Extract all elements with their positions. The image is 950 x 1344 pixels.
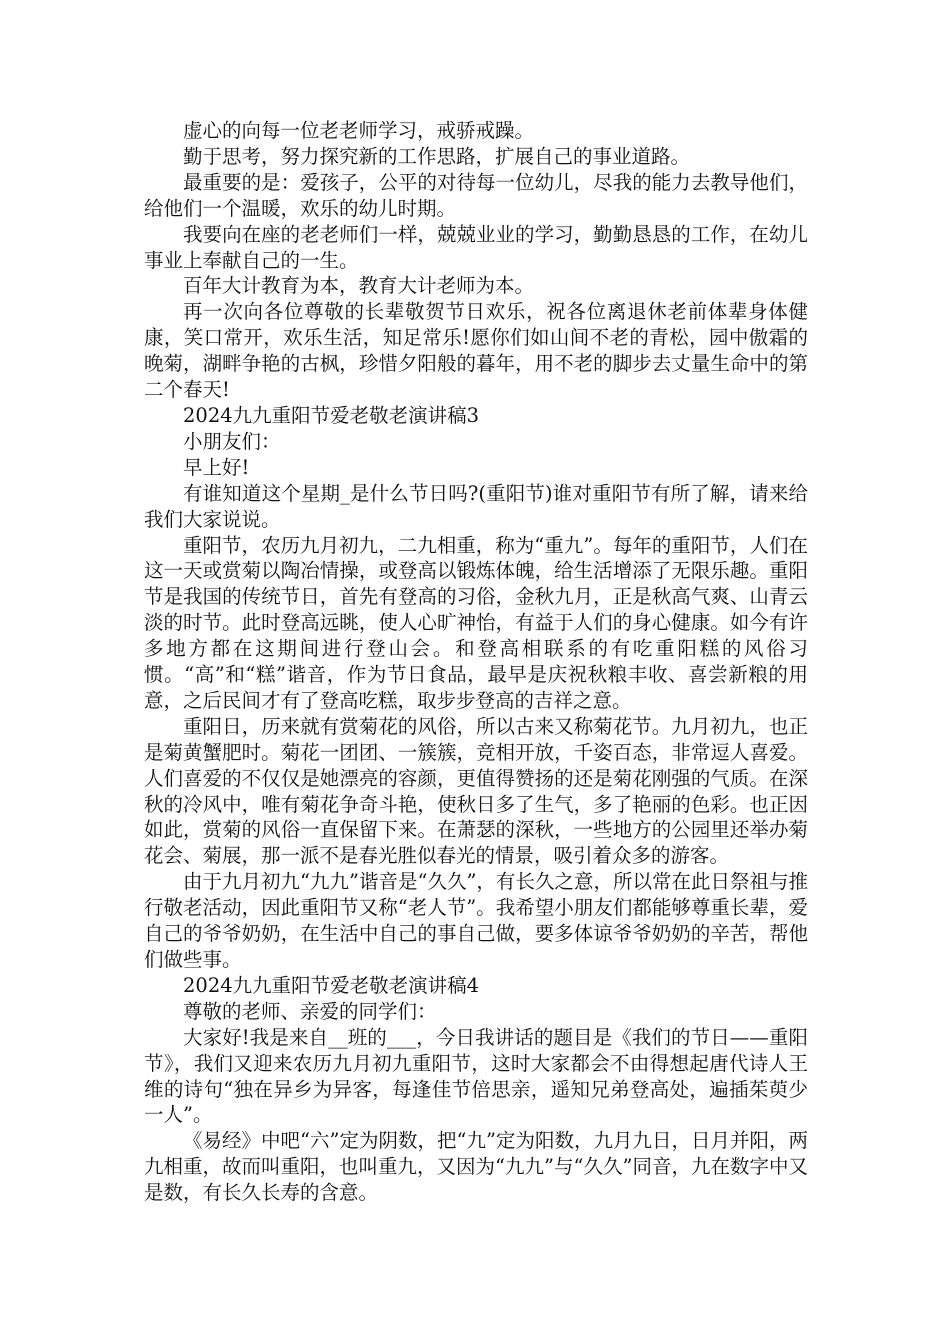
paragraph: 由于九月初九“九九”谐音是“久久”，有长久之意，所以常在此日祭祖与推行敬老活动，因此重阳节又称“老人节”。我希望小朋友们都能够尊重长辈，爱自己的爷爷奶奶，在生活中自己的事自己做，要多体谅爷爷奶奶的辛苦，帮他们做些事。 (144, 870, 808, 971)
document-body (144, 118, 808, 1206)
paragraph: 早上好! (183, 455, 250, 479)
paragraph: 虚心的向每一位老老师学习，戒骄戒躁。 (183, 119, 535, 142)
paragraph: 小朋友们： (183, 429, 281, 453)
paragraph: 《易经》中吧“六”定为阴数，把“九”定为阳数，九月九日，日月并阳，两九相重，故而叫重阳，也叫重九，又因为“九九”与“久久”同音，九在数字中又是数，有长久长寿的含意。 (144, 1129, 808, 1205)
paragraph: 再一次向各位尊敬的长辈敬贺节日欢乐，祝各位离退休老前体辈身体健康，笑口常开，欢乐生活，知足常乐!愿你们如山间不老的青松，园中傲霜的晚菊，湖畔争艳的古枫，珍惜夕阳般的暮年，用不老的脚步去丈量生命中的第二个春天! (144, 300, 808, 402)
paragraph: 勤于思考，努力探究新的工作思路，扩展自己的事业道路。 (183, 144, 691, 168)
paragraph: 最重要的是：爱孩子，公平的对待每一位幼儿，尽我的能力去教导他们，给他们一个温暖，欢乐的幼儿时期。 (144, 170, 808, 220)
paragraph: 重阳日，历来就有赏菊花的风俗，所以古来又称菊花节。九月初九，也正是菊黄蟹肥时。菊花一团团、一簇簇，竞相开放，千姿百态，非常逗人喜爱。人们喜爱的不仅仅是她漂亮的容颜，更值得赞扬的还是菊花刚强的气质。在深秋的冷风中，唯有菊花争奇斗艳，使秋日多了生气，多了艳丽的色彩。也正因如此，赏菊的风俗一直保留下来。在萧瑟的深秋，一些地方的公园里还举办菊花会、菊展，那一派不是春光胜似春光的情景，吸引着众多的游客。 (144, 714, 808, 868)
section-heading: 2024九九重阳节爱老敬老演讲稿3 (183, 403, 480, 427)
paragraph: 大家好!我是来自__班的___，今日我讲话的题目是《我们的节日——重阳节》，我们又迎来农历九月初九重阳节，这时大家都会不由得想起唐代诗人王维的诗句“独在异乡为异客，每逢佳节倍思亲，遥知兄弟登高处，遍插茱萸少一人”。 (144, 1025, 808, 1127)
paragraph: 百年大计教育为本，教育大计老师为本。 (183, 274, 535, 298)
paragraph: 尊敬的老师、亲爱的同学们： (183, 999, 437, 1023)
paragraph: 有谁知道这个星期_是什么节日吗?(重阳节)谁对重阳节有所了解，请来给我们大家说说。 (144, 481, 808, 531)
paragraph: 重阳节，农历九月初九，二九相重，称为“重九”。每年的重阳节，人们在这一天或赏菊以陶冶情操，或登高以锻炼体魄，给生活增添了无限乐趣。重阳节是我国的传统节日，首先有登高的习俗，金秋九月，正是秋高气爽、山青云淡的时节。此时登高远眺，使人心旷神怡，有益于人们的身心健康。如今有许多地方都在这期间进行登山会。和登高相联系的有吃重阳糕的风俗习惯。“高”和“糕”谐音，作为节日食品，最早是庆祝秋粮丰收、喜尝新粮的用意，之后民间才有了登高吃糕，取步步登高的吉祥之意。 (144, 533, 808, 712)
paragraph: 我要向在座的老老师们一样，兢兢业业的学习，勤勤恳恳的工作，在幼儿事业上奉献自己的一生。 (144, 222, 808, 272)
section-heading: 2024九九重阳节爱老敬老演讲稿4 (183, 973, 480, 997)
